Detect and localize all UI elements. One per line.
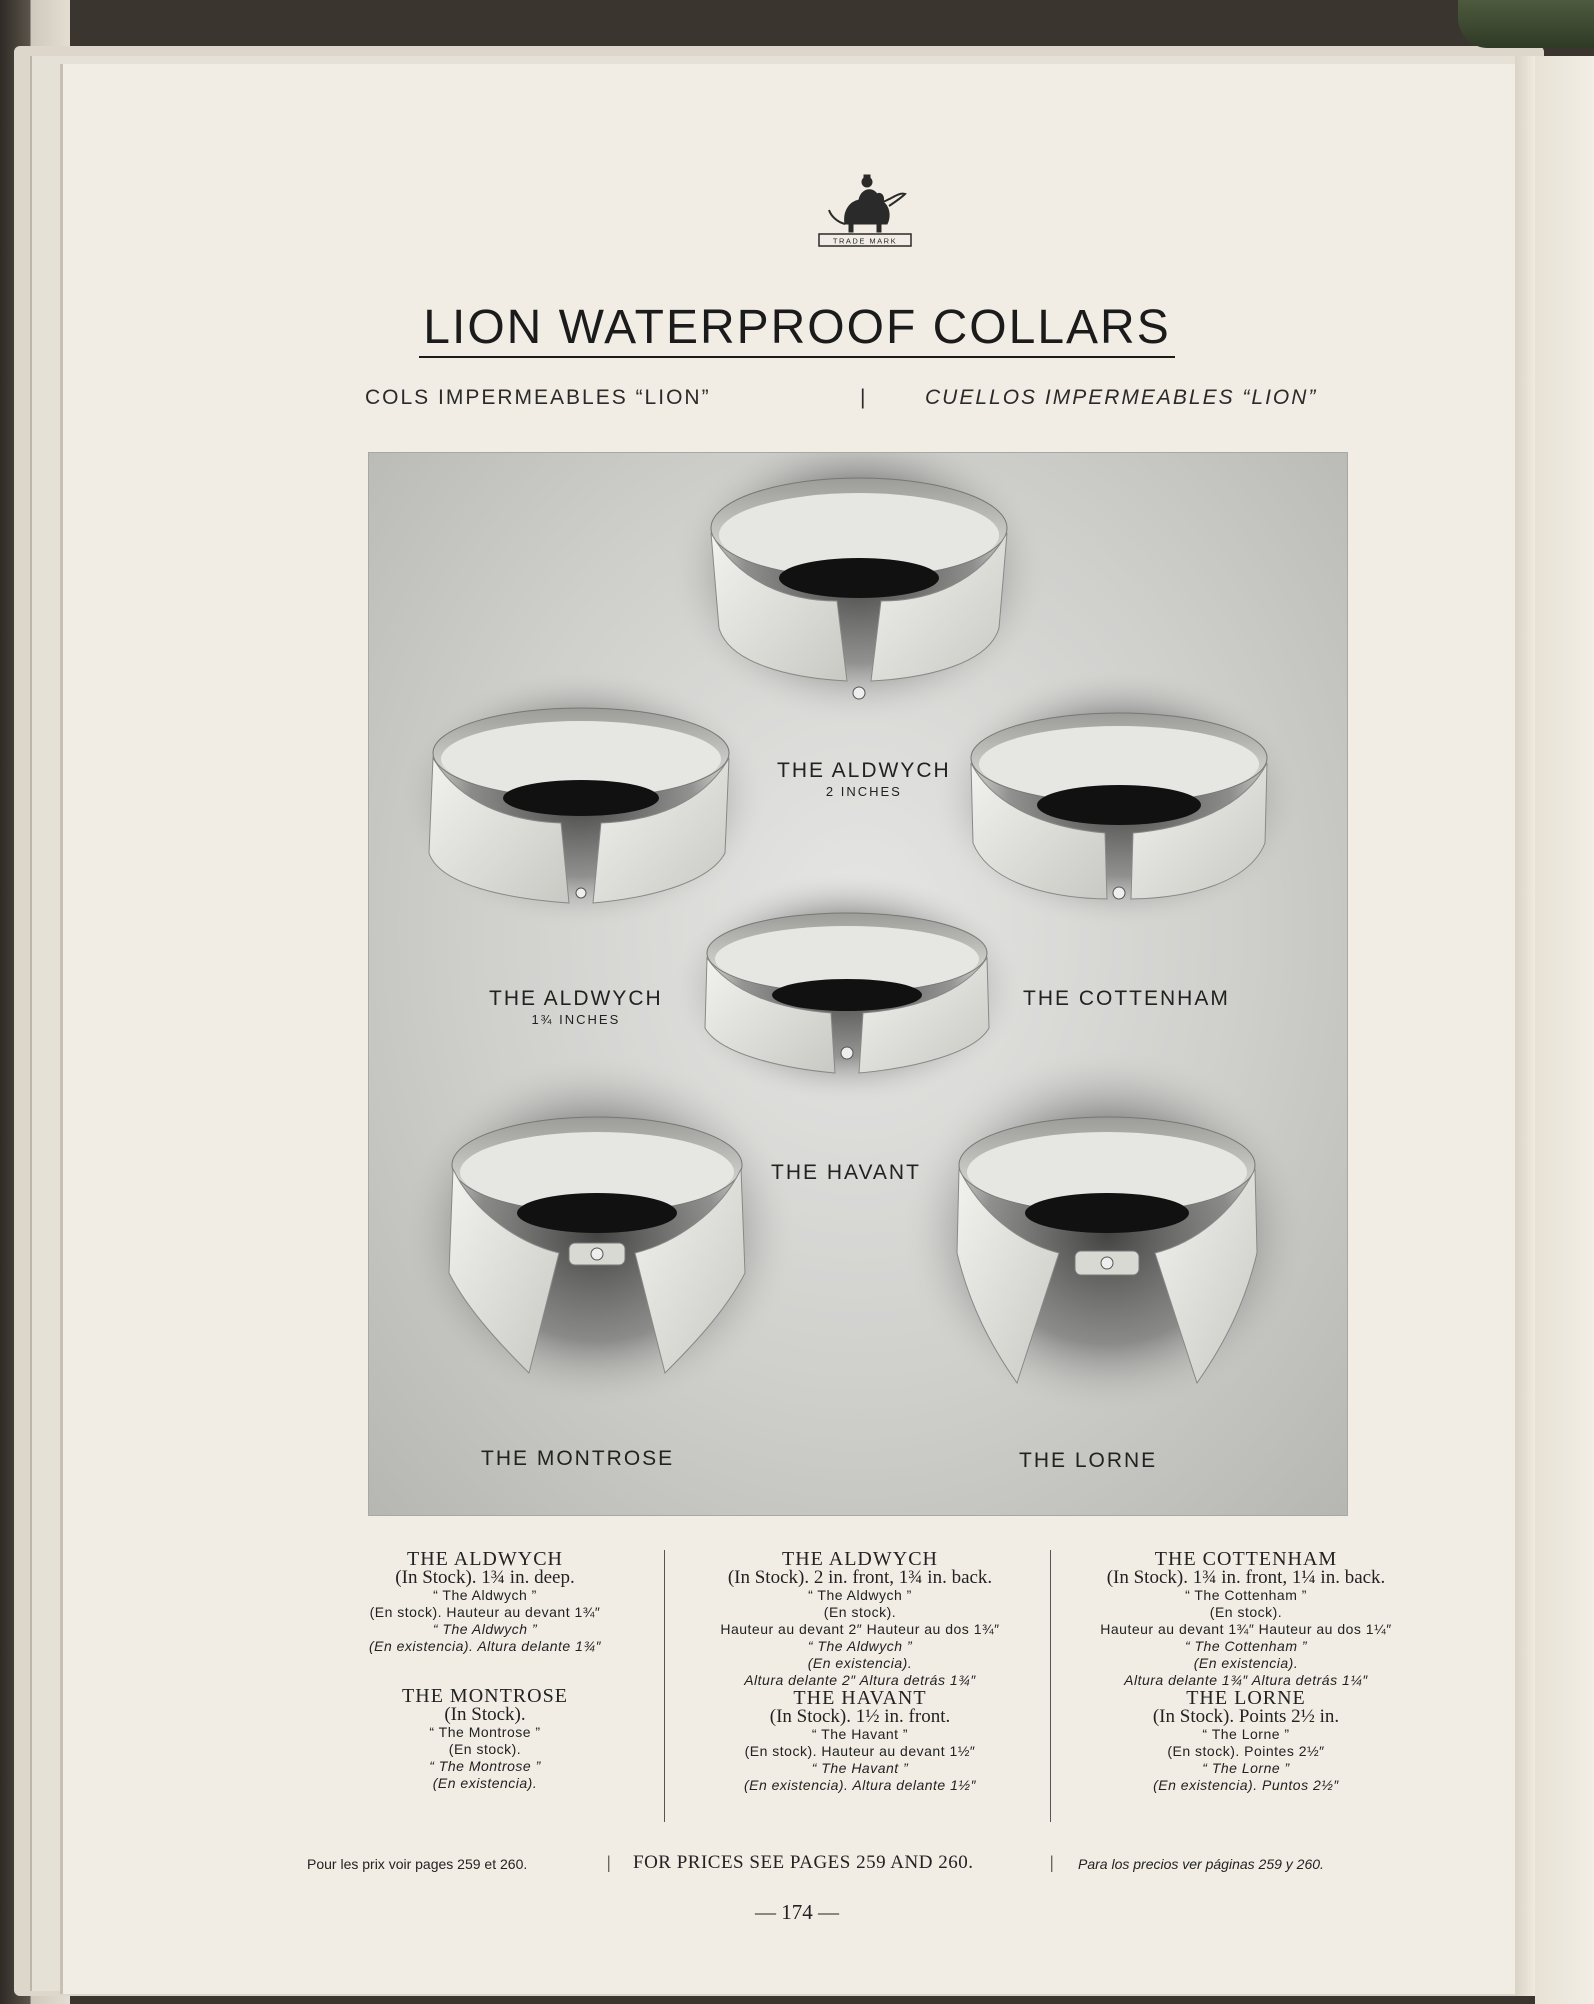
collar-aldwych-2in — [669, 453, 1049, 723]
desc-aldwych-2-fr-name: “ The Aldwych ” — [808, 1587, 912, 1603]
desc-havant-fr: (En stock). Hauteur au devant 1½″ — [744, 1743, 976, 1759]
collar-aldwych-1-3-4in — [396, 668, 766, 928]
collar-montrose — [397, 1053, 797, 1413]
price-note-english: FOR PRICES SEE PAGES 259 AND 260. — [633, 1852, 974, 1873]
desc-havant-es-name: “ The Havant ” — [811, 1760, 909, 1776]
trademark-label: TRADE MARK — [832, 236, 898, 246]
desc-aldwych-2-name: THE ALDWYCH — [782, 1548, 938, 1570]
desc-cottenham-fr-name: “ The Cottenham ” — [1185, 1587, 1307, 1603]
collars-photograph — [368, 452, 1348, 1516]
collar-lorne — [902, 1048, 1312, 1418]
collar-havant — [672, 873, 1022, 1103]
label-havant-name: THE HAVANT — [771, 1161, 921, 1184]
label-montrose-name: THE MONTROSE — [481, 1447, 675, 1470]
desc-cottenham-es-name: “ The Cottenham ” — [1184, 1638, 1308, 1654]
label-aldwych-2in — [777, 759, 951, 799]
subtitle-french: COLS IMPERMEABLES “LION” — [365, 386, 711, 409]
description-column-3 — [1052, 1550, 1440, 1794]
desc-montrose-name: THE MONTROSE — [402, 1685, 568, 1707]
desc-aldwych-2-es: Altura delante 2″ Altura detrás 1¾″ — [744, 1672, 976, 1688]
lion-trademark-logo — [815, 172, 915, 252]
label-lorne — [1019, 1449, 1157, 1473]
desc-montrose-es: (En existencia). — [432, 1775, 538, 1791]
desc-aldwych-134-fr-name: “ The Aldwych ” — [433, 1587, 537, 1603]
desc-aldwych-2-fr-stock: (En stock). — [823, 1604, 897, 1620]
desc-cottenham-name: THE COTTENHAM — [1154, 1548, 1338, 1570]
desc-cottenham-fr: Hauteur au devant 1¾″ Hauteur au dos 1¼″ — [1100, 1621, 1392, 1637]
desc-aldwych-134-en: (In Stock). 1¾ in. deep. — [395, 1567, 575, 1588]
desc-havant-en: (In Stock). 1½ in. front. — [769, 1706, 951, 1727]
page-title — [0, 300, 1594, 355]
price-note-separator-1: | — [607, 1852, 611, 1872]
desc-lorne-fr-name: “ The Lorne ” — [1202, 1726, 1290, 1742]
column-divider-2 — [1050, 1550, 1051, 1822]
price-reference-row — [0, 1852, 1594, 1878]
desc-cottenham-es: Altura delante 1¾″ Altura detrás 1¼″ — [1124, 1672, 1368, 1688]
label-aldwych-134in-name: THE ALDWYCH — [489, 987, 663, 1010]
description-column-2 — [672, 1550, 1048, 1794]
desc-lorne-es: (En existencia). Puntos 2½″ — [1153, 1777, 1339, 1793]
desc-montrose-en: (In Stock). — [444, 1704, 526, 1725]
label-lorne-name: THE LORNE — [1019, 1449, 1158, 1472]
price-note-spanish: Para los precios ver páginas 259 y 260. — [1078, 1856, 1324, 1872]
desc-lorne-es-name: “ The Lorne ” — [1202, 1760, 1290, 1776]
desc-aldwych-134-fr: (En stock). Hauteur au devant 1¾″ — [369, 1604, 601, 1620]
desc-lorne-fr: (En stock). Pointes 2½″ — [1167, 1743, 1325, 1759]
desc-aldwych-2-en: (In Stock). 2 in. front, 1¾ in. back. — [727, 1567, 993, 1588]
desc-cottenham-en: (In Stock). 1¾ in. front, 1¼ in. back. — [1106, 1567, 1386, 1588]
desc-aldwych-2-es-stock: (En existencia). — [807, 1655, 913, 1671]
desc-havant-name: THE HAVANT — [793, 1687, 927, 1709]
subtitle-row — [0, 386, 1594, 416]
desc-montrose-es-name: “ The Montrose ” — [429, 1758, 541, 1774]
desc-aldwych-2-es-name: “ The Aldwych ” — [807, 1638, 913, 1654]
book-corner — [1458, 0, 1594, 48]
label-montrose — [481, 1447, 674, 1471]
page-title-text: LION WATERPROOF COLLARS — [419, 301, 1174, 358]
label-aldwych-134in-size: 1¾ INCHES — [531, 1012, 621, 1027]
subtitle-separator: | — [860, 386, 868, 409]
subtitle-spanish: CUELLOS IMPERMEABLES “LION” — [925, 386, 1318, 409]
description-column-1 — [300, 1550, 670, 1792]
collar-descriptions — [300, 1550, 1440, 1825]
desc-aldwych-134-es-name: “ The Aldwych ” — [432, 1621, 538, 1637]
collars-illustration — [369, 453, 1347, 1515]
page-number: — 174 — — [755, 1900, 839, 1924]
desc-lorne-name: THE LORNE — [1186, 1687, 1306, 1709]
label-aldwych-2in-name: THE ALDWYCH — [777, 759, 951, 782]
label-aldwych-2in-size: 2 INCHES — [825, 784, 902, 799]
price-note-french: Pour les prix voir pages 259 et 260. — [307, 1856, 528, 1872]
collar-cottenham — [934, 668, 1304, 928]
desc-montrose-fr: (En stock). — [448, 1741, 522, 1757]
label-cottenham-name: THE COTTENHAM — [1023, 987, 1230, 1010]
desc-havant-es: (En existencia). Altura delante 1½″ — [743, 1777, 977, 1793]
desc-cottenham-es-stock: (En existencia). — [1193, 1655, 1299, 1671]
label-cottenham — [1023, 987, 1230, 1011]
desc-aldwych-2-fr: Hauteur au devant 2″ Hauteur au dos 1¾″ — [720, 1621, 1000, 1637]
price-note-separator-2: | — [1050, 1852, 1054, 1872]
column-divider-1 — [664, 1550, 665, 1822]
desc-aldwych-134-es: (En existencia). Altura delante 1¾″ — [368, 1638, 602, 1654]
desc-aldwych-134-name: THE ALDWYCH — [407, 1548, 563, 1570]
desc-cottenham-fr-stock: (En stock). — [1209, 1604, 1283, 1620]
label-havant — [771, 1161, 921, 1185]
desc-montrose-fr-name: “ The Montrose ” — [429, 1724, 541, 1740]
desc-lorne-en: (In Stock). Points 2½ in. — [1152, 1706, 1340, 1727]
desc-havant-fr-name: “ The Havant ” — [811, 1726, 909, 1742]
label-aldwych-134in — [489, 987, 663, 1027]
